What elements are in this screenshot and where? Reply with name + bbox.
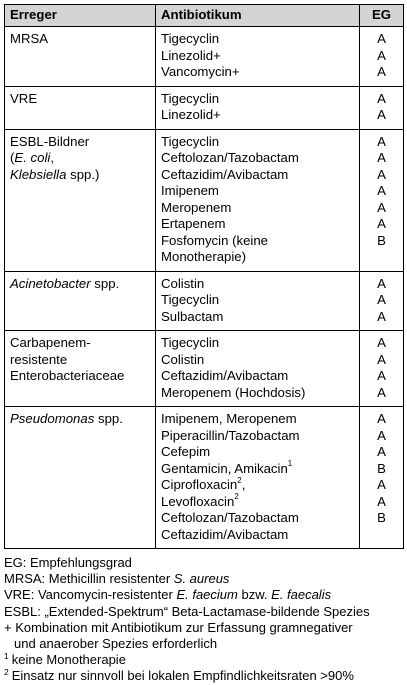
antibiotic-name: Ceftazidim/Avibactam <box>161 166 289 182</box>
footnote-plus: + Kombination mit Antibiotikum zur Erfassung gramnegativer <box>4 619 353 635</box>
grade-value: A <box>377 411 386 426</box>
antibiotic-text: Ciprofloxacin <box>161 477 238 492</box>
antibiotic-cell <box>156 271 360 331</box>
footnote-marker: 1 <box>287 459 293 469</box>
pathogen-name: Enterobacteriaceae <box>10 368 125 383</box>
footnote-number: 1 <box>4 650 9 661</box>
footnotes <box>4 555 403 685</box>
antibiotic-name: Cefepim <box>161 444 211 459</box>
pathogen-name: Acinetobacter spp. <box>10 275 120 291</box>
antibiotic-table-document <box>4 4 403 685</box>
grade-value: A <box>377 199 386 215</box>
antibiotic-name: Imipenem <box>161 183 219 198</box>
antibiotic-cell <box>156 407 360 549</box>
grade-value: A <box>377 292 386 307</box>
antibiotic-name <box>161 494 359 511</box>
antibiotic-name: Meropenem <box>161 199 232 215</box>
footnote-mrsa <box>4 571 403 587</box>
grade-value: A <box>377 384 386 400</box>
antibiotic-name: Tigecyclin <box>161 335 220 350</box>
species-name: Pseudomonas <box>10 411 95 426</box>
antibiotic-name: Sulbactam <box>161 308 224 324</box>
grade-cell <box>360 86 404 129</box>
antibiotic-name: Piperacillin/Tazobactam <box>161 427 300 443</box>
grade-value: A <box>377 133 386 149</box>
footnote-1 <box>4 652 403 668</box>
pathogen-name: Carbapenem- <box>10 335 91 350</box>
antibiotic-name <box>161 461 359 478</box>
antibiotic-cell <box>156 27 360 87</box>
grade-value: A <box>377 90 386 106</box>
antibiotic-name: Tigecyclin <box>161 90 220 106</box>
pathogen-name: VRE <box>10 90 38 106</box>
antibiotic-name: Imipenem, Meropenem <box>161 411 297 426</box>
grade-value: B <box>377 510 386 525</box>
grade-value: A <box>377 444 386 459</box>
antibiotic-name: Colistin <box>161 351 205 367</box>
antibiotic-table <box>4 4 404 549</box>
table-row-esbl <box>5 129 404 271</box>
grade-value: A <box>377 427 386 443</box>
grade-cell <box>360 271 404 331</box>
antibiotic-name <box>161 477 359 494</box>
table-row-mrsa <box>5 27 404 87</box>
footnote-2 <box>4 668 403 684</box>
pathogen-name: MRSA <box>10 31 49 46</box>
footnote-number: 2 <box>4 667 9 678</box>
grade-value: A <box>377 308 386 324</box>
grade-value: B <box>377 232 386 248</box>
header-row <box>5 5 404 27</box>
footnote-text: MRSA: Methicillin resistenter <box>4 571 174 587</box>
grade-value: A <box>377 216 386 231</box>
pathogen-name: resistente <box>10 351 68 367</box>
table-row-vre <box>5 86 404 129</box>
antibiotic-name: Fosfomycin (keine <box>161 232 269 248</box>
antibiotic-name: Ceftazidim/Avibactam <box>161 526 289 542</box>
table-row-carbapenem-resistant <box>5 331 404 407</box>
footnote-marker: 2 <box>234 492 239 502</box>
species-name: E. faecalis <box>271 587 332 603</box>
grade-value: A <box>377 351 386 367</box>
antibiotic-name: Ertapenem <box>161 216 226 231</box>
pathogen-name: ESBL-Bildner <box>10 133 90 149</box>
footnote-text: keine Monotherapie <box>11 652 126 668</box>
grade-value: A <box>377 150 386 165</box>
antibiotic-cell <box>156 86 360 129</box>
antibiotic-cell <box>156 331 360 407</box>
footnote-vre <box>4 587 403 603</box>
table-row-acinetobacter <box>5 271 404 331</box>
species-name: E. coli <box>14 150 51 165</box>
grade-value: B <box>377 460 386 476</box>
grade-value: A <box>377 477 386 492</box>
grade-value: A <box>377 107 386 122</box>
pathogen-name: (E. coli, <box>10 150 54 165</box>
antibiotic-text: Levofloxacin <box>161 493 235 509</box>
footnote-esbl: ESBL: „Extended-Spektrum“ Beta-Lactamase-bildende Spezies <box>4 603 370 619</box>
footnote-eg: EG: Empfehlungsgrad <box>4 555 132 570</box>
pathogen-cell <box>5 129 156 271</box>
header-grade: EG <box>360 5 404 27</box>
header-antibiotic: Antibiotikum <box>156 5 360 27</box>
grade-value: A <box>377 64 386 79</box>
footnote-plus-continued: und anaerober Spezies erforderlich <box>14 636 218 652</box>
grade-value: A <box>377 166 386 182</box>
grade-cell <box>360 129 404 271</box>
grade-value: A <box>377 368 386 383</box>
footnote-text: Einsatz nur sinnvoll bei lokalen Empfindlichkeitsraten >90% <box>11 668 354 684</box>
pathogen-name: Pseudomonas spp. <box>10 411 123 426</box>
antibiotic-name: Tigecyclin <box>161 31 220 46</box>
species-name: E. faecium <box>176 587 238 603</box>
grade-cell <box>360 331 404 407</box>
pathogen-name: Klebsiella spp.) <box>10 166 100 182</box>
antibiotic-name: Ceftolozan/Tazobactam <box>161 150 299 165</box>
header-pathogen: Erreger <box>5 5 156 27</box>
pathogen-cell <box>5 271 156 331</box>
grade-value: A <box>377 275 386 291</box>
antibiotic-name: Monotherapie) <box>161 249 247 264</box>
grade-value: A <box>377 493 386 509</box>
antibiotic-text: Gentamicin, Amikacin <box>161 460 288 476</box>
antibiotic-name: Linezolid+ <box>161 47 221 63</box>
antibiotic-name: Ceftazidim/Avibactam <box>161 368 289 383</box>
grade-cell <box>360 407 404 549</box>
grade-cell <box>360 27 404 87</box>
table-row-pseudomonas <box>5 407 404 549</box>
grade-value: A <box>377 31 386 46</box>
antibiotic-separator: , <box>241 477 246 492</box>
pathogen-cell <box>5 331 156 407</box>
antibiotic-name: Meropenem (Hochdosis) <box>161 384 306 400</box>
species-name: S. aureus <box>173 571 230 587</box>
pathogen-cell <box>5 86 156 129</box>
footnote-marker: 2 <box>237 475 242 485</box>
antibiotic-name: Linezolid+ <box>161 107 221 122</box>
antibiotic-name: Colistin <box>161 275 205 291</box>
grade-value: A <box>377 47 386 63</box>
antibiotic-cell <box>156 129 360 271</box>
species-name: Acinetobacter <box>10 275 91 291</box>
antibiotic-name: Ceftolozan/Tazobactam <box>161 510 299 525</box>
footnote-text: bzw. <box>237 587 272 603</box>
pathogen-cell <box>5 407 156 549</box>
antibiotic-name: Vancomycin+ <box>161 64 240 79</box>
pathogen-cell <box>5 27 156 87</box>
antibiotic-name: Tigecyclin <box>161 133 220 149</box>
footnote-text: VRE: Vancomycin-resistenter <box>4 587 177 603</box>
antibiotic-name: Tigecyclin <box>161 292 220 307</box>
grade-value: A <box>377 183 386 198</box>
grade-value: A <box>377 335 386 350</box>
species-name: Klebsiella <box>10 166 67 182</box>
